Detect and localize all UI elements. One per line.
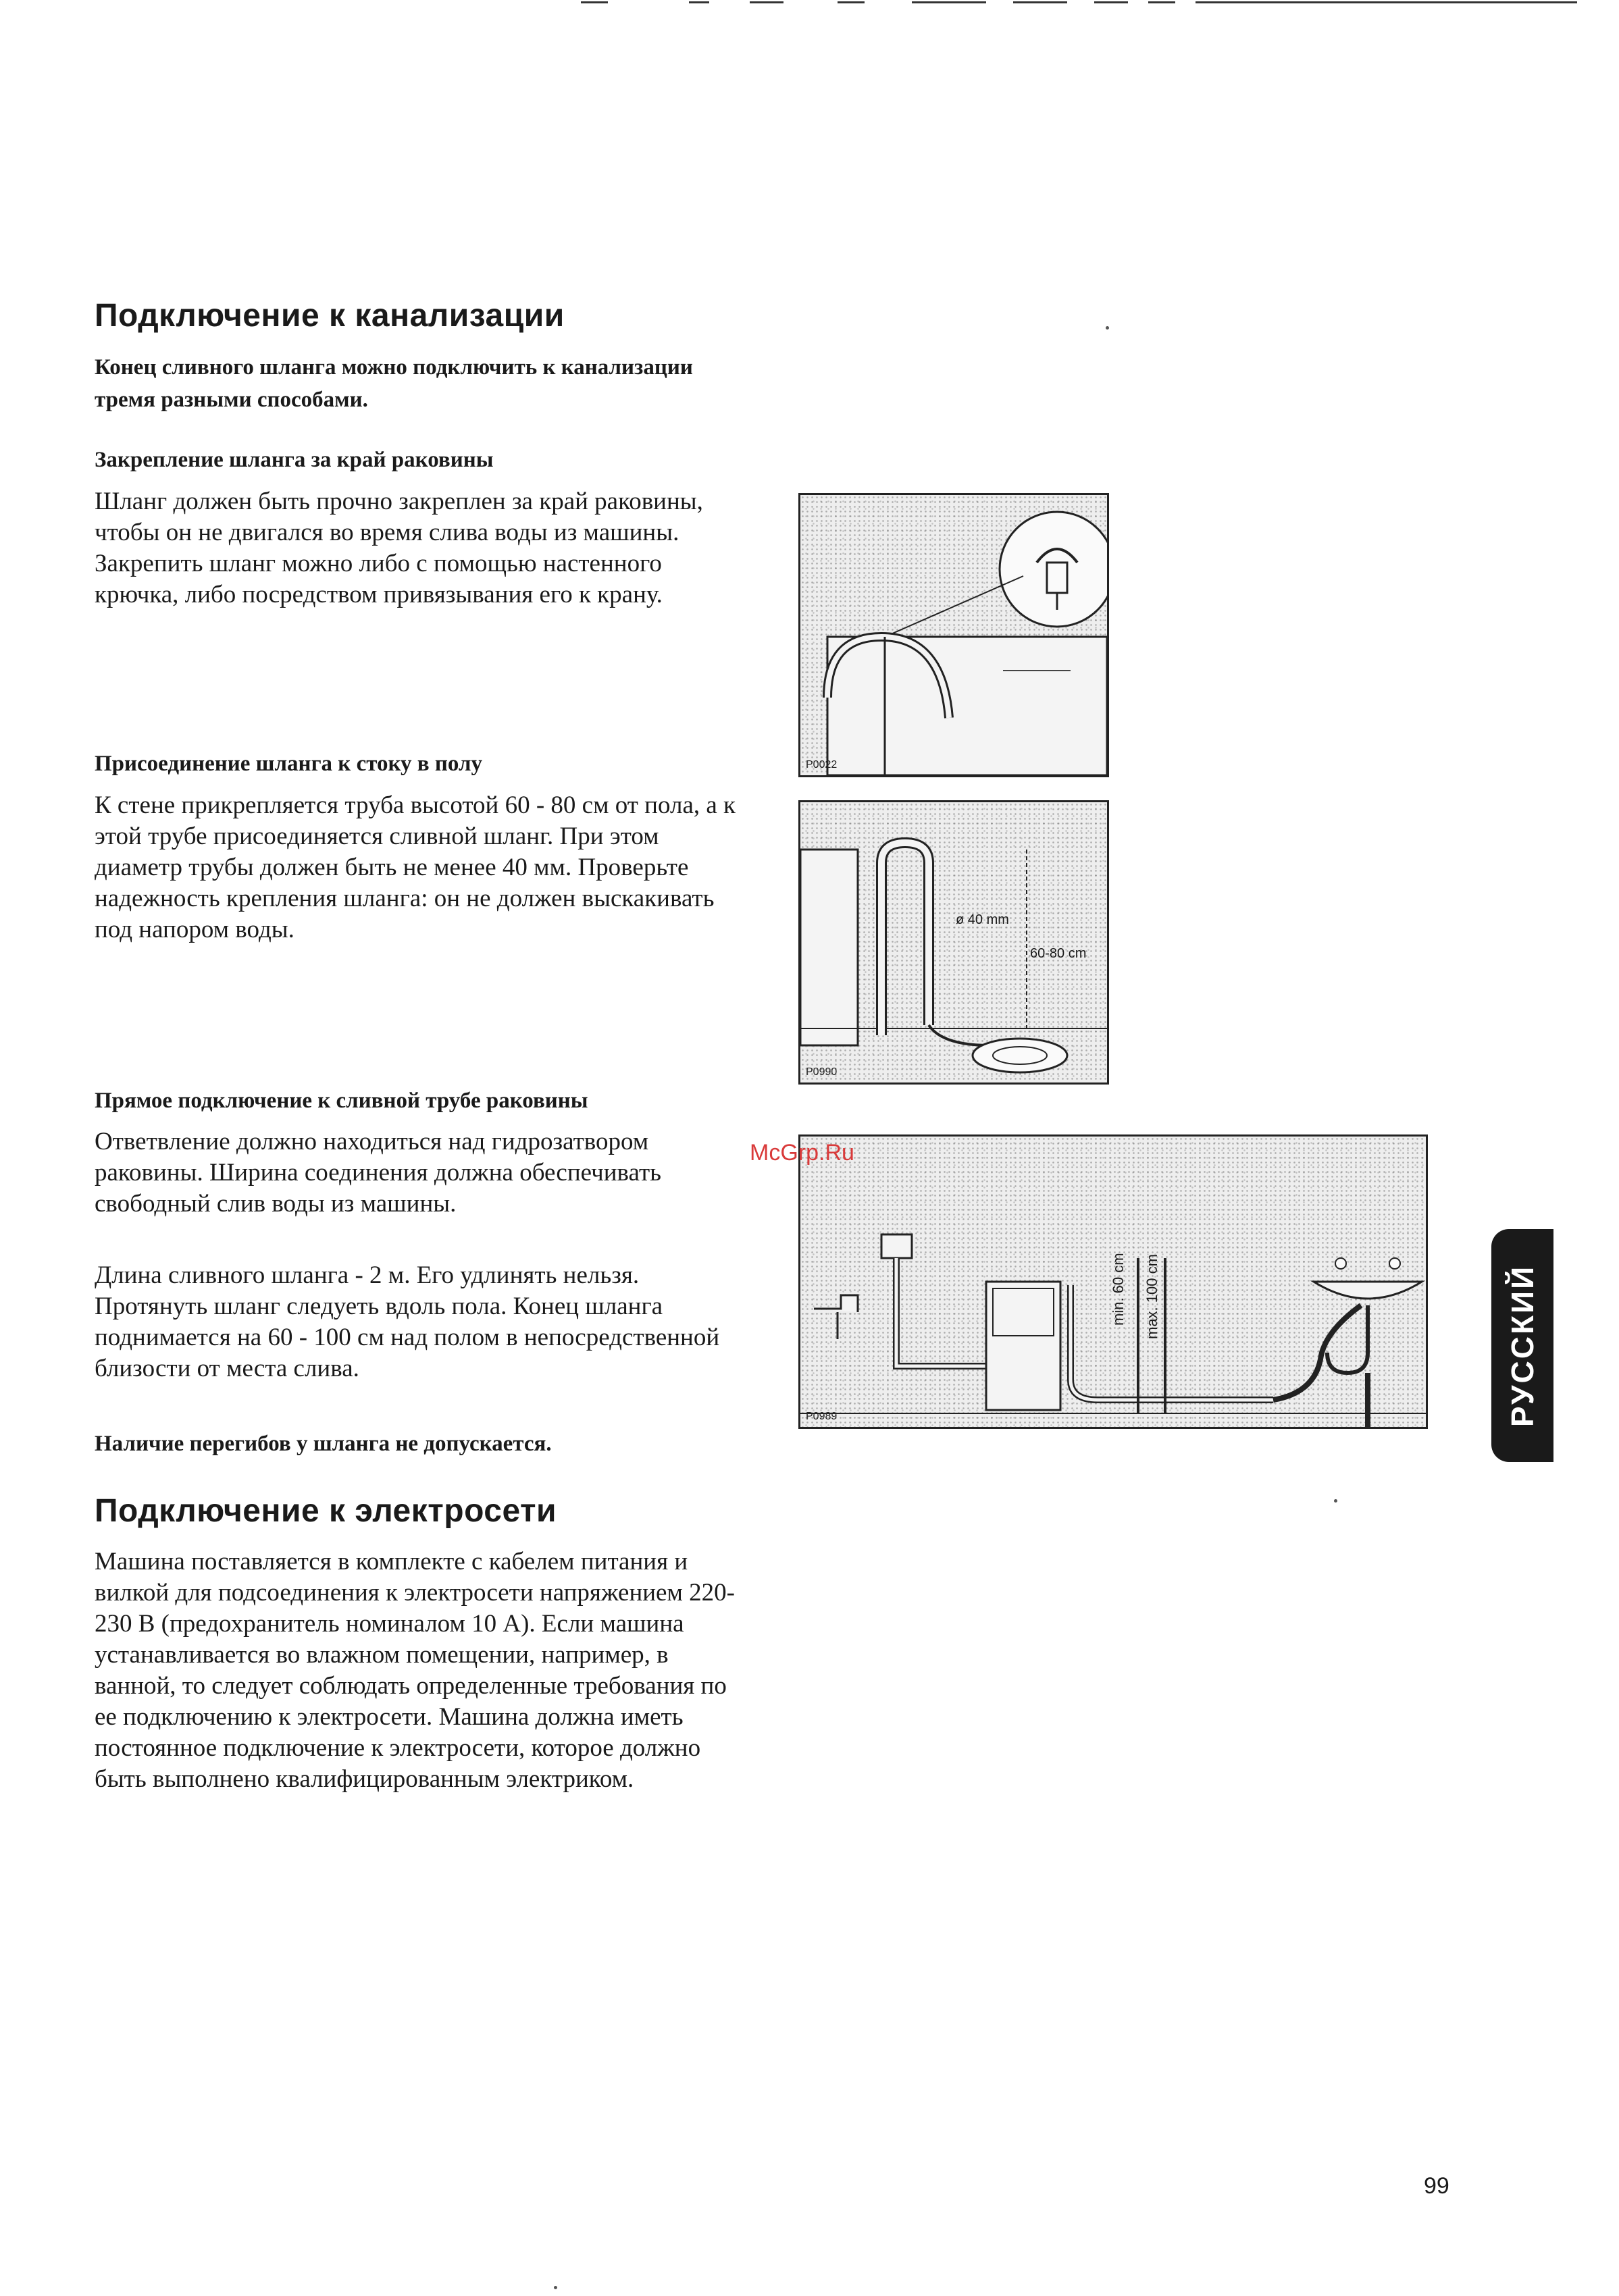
- sink-edge-drawing: [800, 495, 1107, 775]
- top-rule: [838, 1, 865, 3]
- max-height-label: max. 100 cm: [1143, 1254, 1160, 1339]
- figure-code: P0990: [806, 1066, 838, 1078]
- scan-speck: [1334, 1499, 1337, 1503]
- top-rule: [581, 1, 608, 3]
- top-rule: [689, 1, 709, 3]
- language-label: РУССКИЙ: [1505, 1264, 1540, 1427]
- page-number: 99: [1424, 2173, 1449, 2199]
- method-3-title: Прямое подключение к сливной трубе раковины: [95, 1089, 588, 1113]
- top-rule: [750, 1, 783, 3]
- method-2-text: К стене прикрепляется труба высотой 60 - 80 см от пола, а к этой трубе присоединяется сливной шланг. При этом диаметр трубы должен быть не менее 40 мм. Проверьте надежность крепления шланга: он не должен выскакивать под напором воды.: [95, 791, 736, 943]
- figure-code: P0989: [806, 1411, 838, 1422]
- sewer-intro: Конец сливного шланга можно подключить к канализации тремя разными способами.: [95, 355, 693, 412]
- top-rule: [912, 1, 986, 3]
- scan-speck: [554, 2286, 557, 2289]
- height-label: 60-80 cm: [1030, 946, 1087, 961]
- method-1-title: Закрепление шланга за край раковины: [95, 448, 494, 472]
- top-rule: [1196, 1, 1577, 3]
- figure-direct-connection: [798, 1134, 1428, 1429]
- top-rule: [1148, 1, 1175, 3]
- method-1-text: Шланг должен быть прочно закреплен за край раковины, чтобы он не двигался во время слива воды из машины. Закрепить шланг можно либо с помощью настенного крючка, либо посредством привязывания его к крану.: [95, 488, 703, 608]
- method-2-title: Присоединение шланга к стоку в полу: [95, 752, 482, 776]
- method-3-note: Наличие перегибов у шланга не допускается.: [95, 1432, 552, 1456]
- method-3-text: Ответвление должно находиться над гидрозатвором раковины. Ширина соединения должна обеспечивать свободный слив воды из машины.: [95, 1128, 662, 1218]
- scan-speck: [1106, 326, 1109, 330]
- figure-sink-edge: [798, 493, 1109, 777]
- floor-drain-drawing: [800, 802, 1107, 1082]
- electric-text: Машина поставляется в комплекте с кабелем питания и вилкой для подсоединения к электросети напряжением 220-230 В (предохранитель номиналом 10 А). Если машина устанавливается во влажном помещении, например, в ванной, то следует соблюдать определенные требования по ее подключению к электросети. Машина должна иметь постоянное подключение к электросети, которое должно быть выполнено квалифицированным электриком.: [95, 1548, 735, 1793]
- figure-code: P0022: [806, 759, 838, 771]
- sewer-title: Подключение к канализации: [95, 298, 565, 334]
- min-height-label: min. 60 cm: [1110, 1253, 1127, 1326]
- method-3-text-2: Длина сливного шланга - 2 м. Его удлинять нельзя. Протянуть шланг следуеть вдоль пола. Конец шланга поднимается на 60 - 100 см над полом в непосредственной близости от места слива.: [95, 1261, 720, 1382]
- watermark: McGrp.Ru: [750, 1140, 854, 1166]
- top-rule: [1013, 1, 1067, 3]
- top-rule: [1094, 1, 1128, 3]
- diameter-label: ø 40 mm: [956, 912, 1009, 927]
- language-side-tab: [1491, 1229, 1553, 1462]
- figure-floor-drain: [798, 800, 1109, 1085]
- electric-title: Подключение к электросети: [95, 1493, 557, 1529]
